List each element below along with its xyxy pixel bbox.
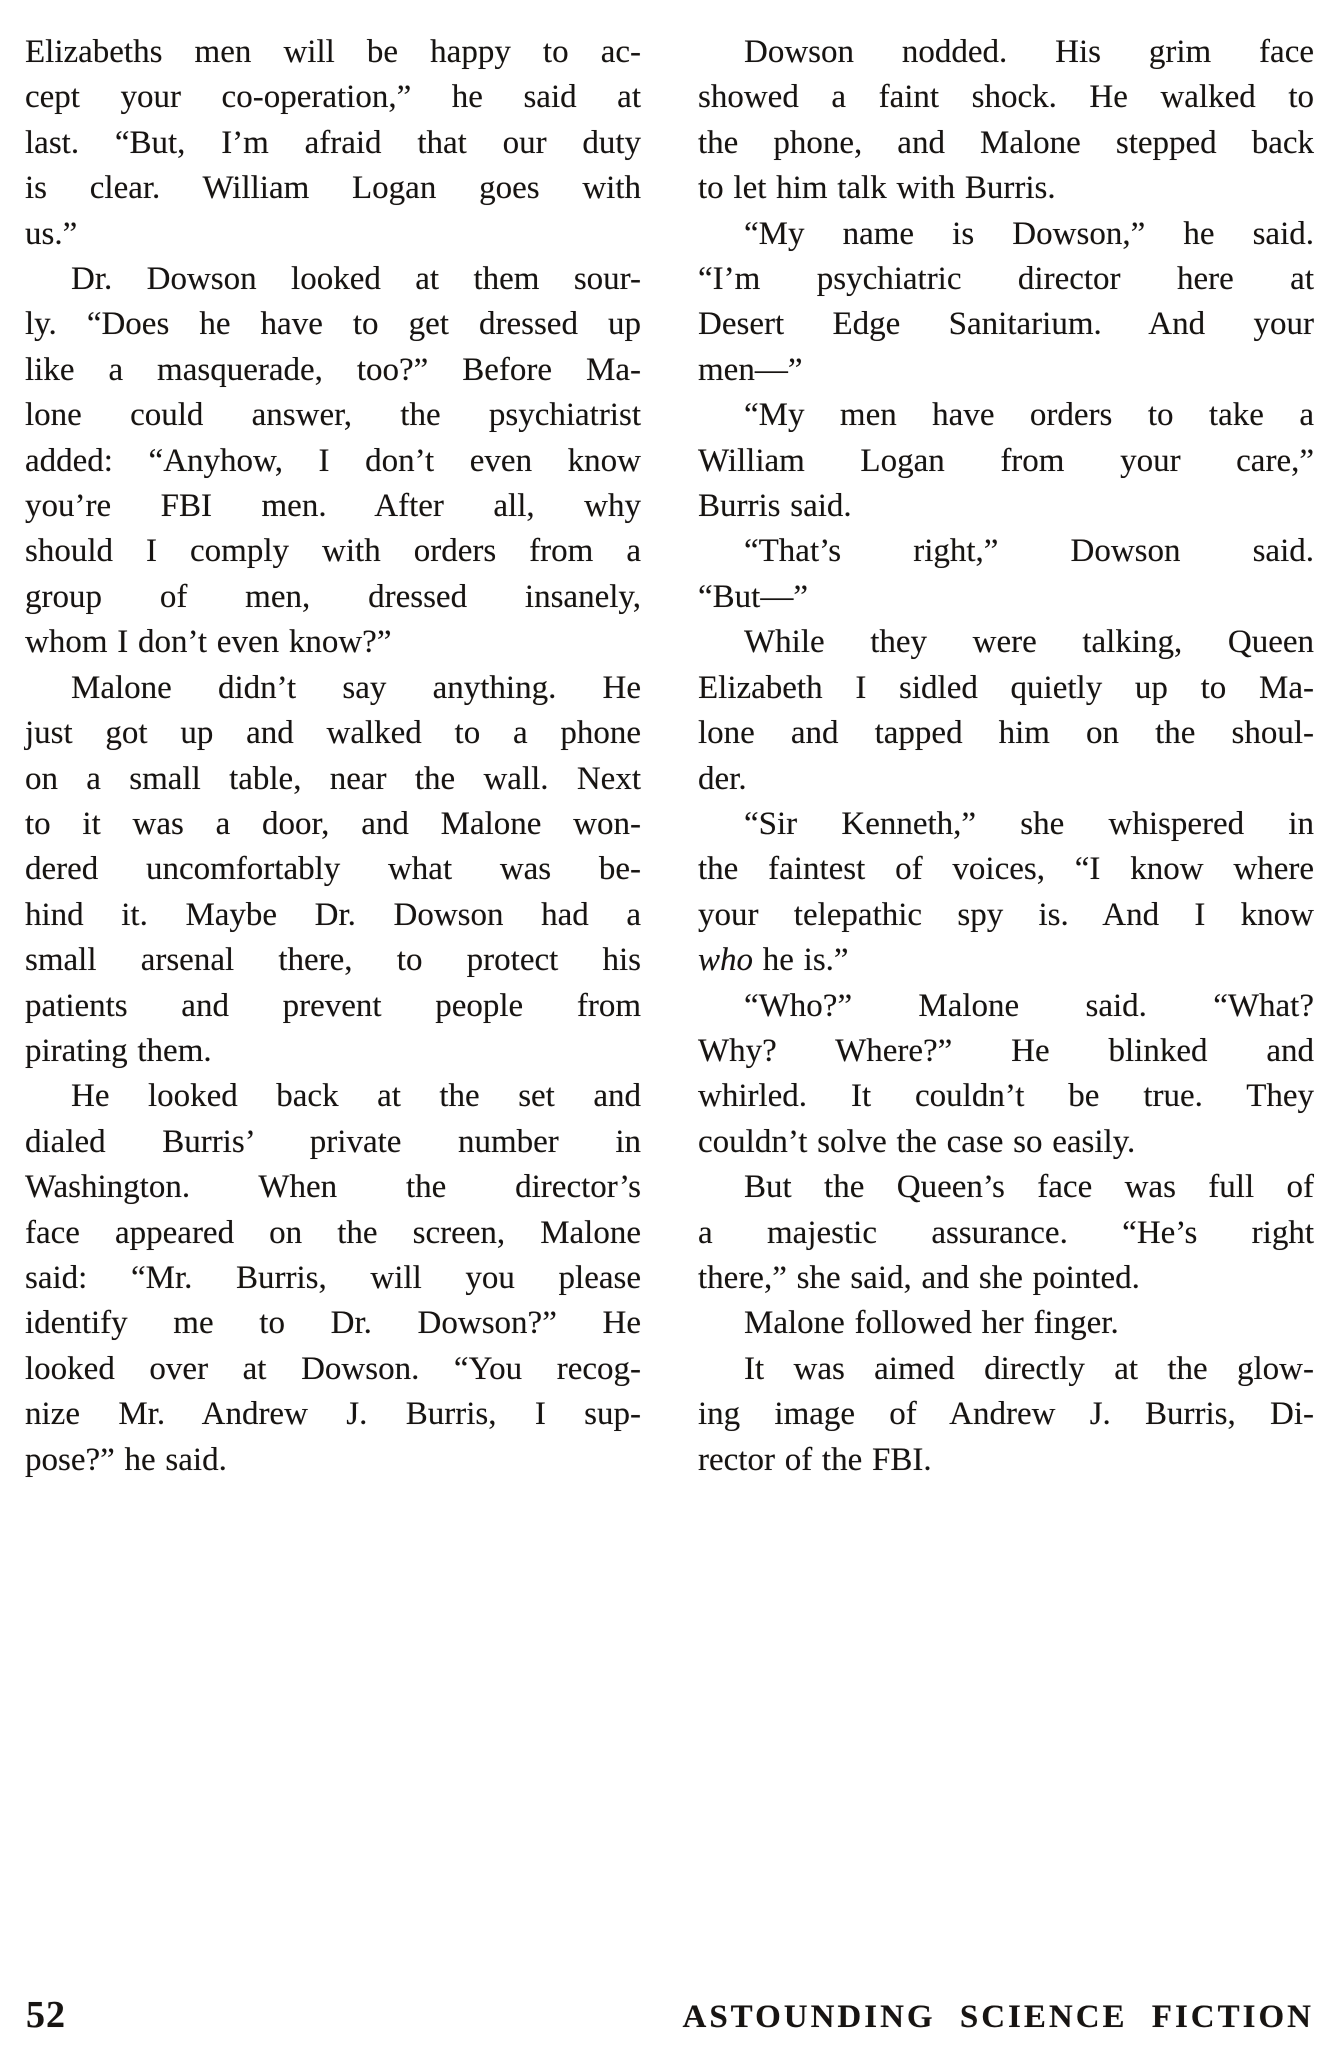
text-line: a majestic assurance. “He’s right (698, 1214, 1314, 1251)
paragraph (698, 212, 1314, 394)
paragraph (698, 802, 1314, 984)
paragraph (25, 1074, 641, 1483)
text-line: patients and prevent people from (25, 987, 641, 1024)
text-line: looked over at Dowson. “You recog- (25, 1350, 641, 1387)
paragraph (698, 1347, 1314, 1483)
text-line: lone and tapped him on the shoul- (698, 715, 1314, 752)
text-line: said: “Mr. Burris, will you please (25, 1259, 641, 1296)
text-line: But the Queen’s face was full of (744, 1169, 1314, 1206)
paragraph (698, 984, 1314, 1166)
text-line: der. (698, 760, 747, 797)
paragraph (25, 257, 641, 666)
text-line: the phone, and Malone stepped back (698, 124, 1314, 161)
text-line: lone could answer, the psychiatrist (25, 397, 641, 434)
text-line: is clear. William Logan goes with (25, 170, 641, 207)
magazine-title: ASTOUNDING SCIENCE FICTION (682, 1999, 1314, 2035)
text-line: hind it. Maybe Dr. Dowson had a (25, 896, 641, 933)
text-line: dered uncomfortably what was be- (25, 851, 641, 888)
text-line: there,” she said, and she pointed. (698, 1259, 1140, 1296)
text-line: He looked back at the set and (71, 1078, 641, 1115)
text-line: whirled. It couldn’t be true. They (698, 1078, 1314, 1115)
page-number: 52 (26, 1994, 66, 2036)
text-line: identify me to Dr. Dowson?” He (25, 1305, 641, 1342)
page-footer (26, 1993, 1314, 2037)
text-line: you’re FBI men. After all, why (25, 488, 641, 525)
text-line: to let him talk with Burris. (698, 170, 1056, 207)
paragraph (698, 30, 1314, 212)
story-text (25, 30, 1314, 1483)
text-line: Washington. When the director’s (25, 1169, 641, 1206)
text-line: nize Mr. Andrew J. Burris, I sup- (25, 1396, 641, 1433)
text-line: whom I don’t even know?” (25, 624, 392, 661)
text-line: should I comply with orders from a (25, 533, 641, 570)
paragraph (698, 529, 1314, 620)
text-line: to it was a door, and Malone won- (25, 805, 641, 842)
text-line: ing image of Andrew J. Burris, Di- (698, 1396, 1314, 1433)
text-line: William Logan from your care,” (698, 442, 1314, 479)
text-line: who he is.” (698, 942, 849, 979)
text-line: “My men have orders to take a (744, 397, 1314, 434)
text-line: It was aimed directly at the glow- (744, 1350, 1314, 1387)
text-line: Elizabeth I sidled quietly up to Ma- (698, 669, 1314, 706)
text-line: the faintest of voices, “I know where (698, 851, 1314, 888)
text-line: small arsenal there, to protect his (25, 942, 641, 979)
text-line: last. “But, I’m afraid that our duty (25, 124, 641, 161)
text-line: “Sir Kenneth,” she whispered in (744, 805, 1314, 842)
text-line: face appeared on the screen, Malone (25, 1214, 641, 1251)
text-line: added: “Anyhow, I don’t even know (25, 442, 641, 479)
text-line: cept your co-operation,” he said at (25, 79, 641, 116)
text-line: Malone didn’t say anything. He (71, 669, 641, 706)
paragraph (698, 1301, 1314, 1346)
text-line: “That’s right,” Dowson said. (744, 533, 1314, 570)
text-line: ly. “Does he have to get dressed up (25, 306, 641, 343)
text-line: rector of the FBI. (698, 1441, 932, 1478)
text-line: on a small table, near the wall. Next (25, 760, 641, 797)
text-line: pirating them. (25, 1032, 212, 1069)
text-line: men—” (698, 351, 803, 388)
paragraph (698, 620, 1314, 802)
text-line: group of men, dressed insanely, (25, 578, 641, 615)
text-line: Why? Where?” He blinked and (698, 1032, 1314, 1069)
text-line: Malone followed her finger. (744, 1305, 1119, 1342)
text-line: Burris said. (698, 488, 852, 525)
text-line: Elizabeths men will be happy to ac- (25, 34, 641, 70)
text-line: pose?” he said. (25, 1441, 227, 1478)
text-line: showed a faint shock. He walked to (698, 79, 1314, 116)
text-line: couldn’t solve the case so easily. (698, 1123, 1136, 1160)
text-line: us.” (25, 215, 78, 252)
text-line: Dr. Dowson looked at them sour- (71, 261, 641, 298)
text-line: “My name is Dowson,” he said. (744, 215, 1314, 252)
text-line: like a masquerade, too?” Before Ma- (25, 351, 641, 388)
paragraph (698, 1165, 1314, 1301)
text-line: While they were talking, Queen (744, 624, 1314, 661)
text-line: Dowson nodded. His grim face (744, 34, 1314, 70)
text-line: just got up and walked to a phone (25, 715, 641, 752)
paragraph (698, 393, 1314, 529)
text-line: “I’m psychiatric director here at (698, 261, 1314, 298)
paragraph (25, 30, 641, 257)
text-line: your telepathic spy is. And I know (698, 896, 1314, 933)
paragraph (25, 666, 641, 1075)
text-line: dialed Burris’ private number in (25, 1123, 641, 1160)
text-line: Desert Edge Sanitarium. And your (698, 306, 1314, 343)
text-column-right (698, 30, 1314, 1483)
text-line: “But—” (698, 578, 808, 615)
text-line: “Who?” Malone said. “What? (744, 987, 1314, 1024)
text-column-left (25, 30, 641, 1483)
